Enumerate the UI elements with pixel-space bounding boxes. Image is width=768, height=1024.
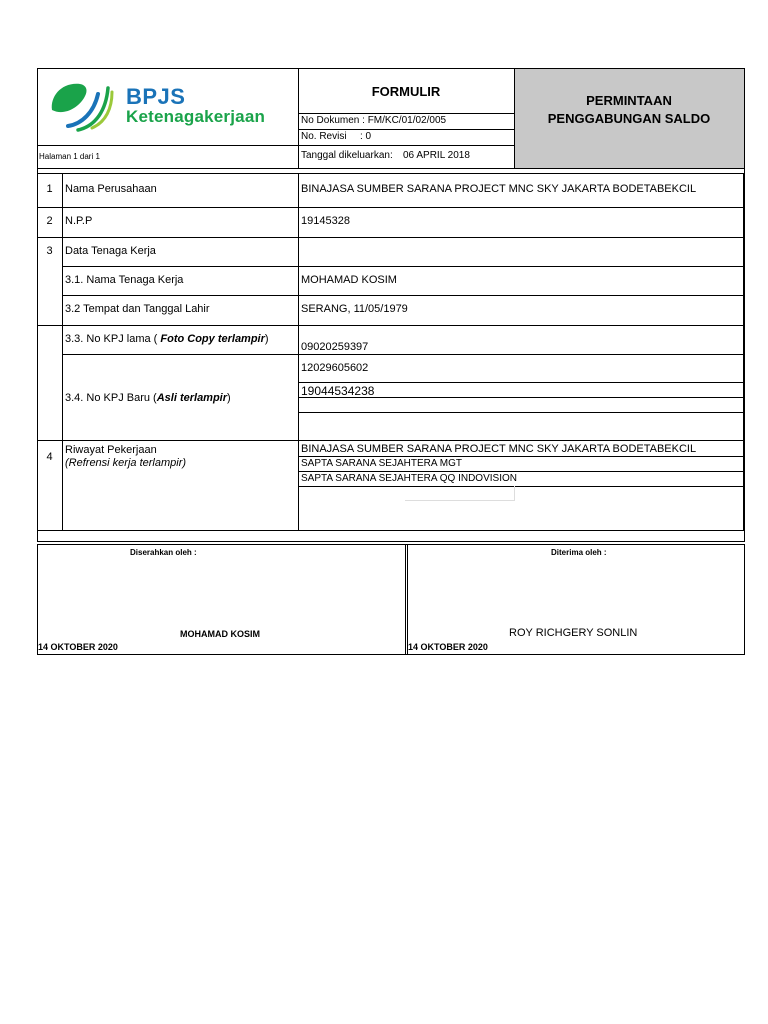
revision-value: : 0 [360, 131, 372, 142]
row-3-number: 3 [46, 245, 53, 257]
work-history-label: Riwayat Pekerjaan [65, 444, 157, 456]
worker-name-label: 3.1. Nama Tenaga Kerja [65, 274, 184, 286]
work-history-sublabel: (Refrensi kerja terlampir) [65, 457, 187, 469]
birth-place-date-value: SERANG, 11/05/1979 [301, 303, 408, 315]
old-kpj-label-prefix: 3.3. No KPJ lama ( [65, 333, 158, 345]
row-4-number: 4 [46, 451, 53, 463]
row-1-number: 1 [46, 183, 53, 195]
worker-name-value: MOHAMAD KOSIM [301, 274, 397, 286]
old-kpj-label [65, 333, 269, 346]
bpjs-logo-icon [46, 76, 128, 134]
work-history-item-3: SAPTA SARANA SEJAHTERA QQ INDOVISION [301, 473, 517, 484]
new-kpj-label-prefix: 3.4. No KPJ Baru ( [65, 392, 157, 404]
issued-value: 06 APRIL 2018 [403, 150, 470, 161]
company-name-label: Nama Perusahaan [65, 183, 157, 195]
old-kpj-label-note: Foto Copy terlampir [160, 333, 265, 345]
old-kpj-label-suffix: ) [264, 333, 269, 345]
form-label: FORMULIR [371, 84, 441, 99]
form-title-line2: PENGGABUNGAN SALDO [547, 111, 711, 126]
worker-data-label: Data Tenaga Kerja [65, 245, 156, 257]
new-kpj-value-1: 12029605602 [301, 362, 369, 374]
npp-label: N.P.P [65, 215, 93, 227]
logo-main-text: BPJS [126, 84, 186, 109]
revision-label: No. Revisi [301, 131, 347, 142]
new-kpj-value-2: 19044534238 [301, 384, 375, 398]
old-kpj-value: 09020259397 [301, 341, 369, 353]
work-history-item-2: SAPTA SARANA SEJAHTERA MGT [301, 458, 462, 469]
new-kpj-label [65, 392, 231, 405]
doc-number: No Dokumen : FM/KC/01/02/005 [301, 115, 447, 126]
submitted-date: 14 OKTOBER 2020 [38, 642, 118, 652]
form-title-line1: PERMINTAAN [586, 93, 672, 108]
bpjs-logo [46, 76, 296, 136]
received-date: 14 OKTOBER 2020 [408, 642, 488, 652]
npp-value: 19145328 [301, 215, 350, 227]
submitter-name: MOHAMAD KOSIM [180, 629, 260, 639]
logo-sub-text: Ketenagakerjaan [126, 107, 266, 126]
company-name-value: BINAJASA SUMBER SARANA PROJECT MNC SKY JAKARTA BODETABEKCIL [301, 183, 697, 195]
row-2-number: 2 [46, 215, 53, 227]
submitted-by-label: Diserahkan oleh : [130, 548, 197, 557]
work-history-item-1: BINAJASA SUMBER SARANA PROJECT MNC SKY JAKARTA BODETABEKCIL [301, 443, 697, 455]
received-by-label: Diterima oleh : [551, 548, 607, 557]
birth-place-date-label: 3.2 Tempat dan Tanggal Lahir [65, 303, 210, 315]
receiver-name: ROY RICHGERY SONLIN [509, 627, 638, 639]
page-info: Halaman 1 dari 1 [39, 152, 100, 161]
new-kpj-label-note: Asli terlampir [156, 392, 228, 404]
new-kpj-label-suffix: ) [227, 392, 231, 404]
issued-label: Tanggal dikeluarkan: [301, 150, 393, 161]
